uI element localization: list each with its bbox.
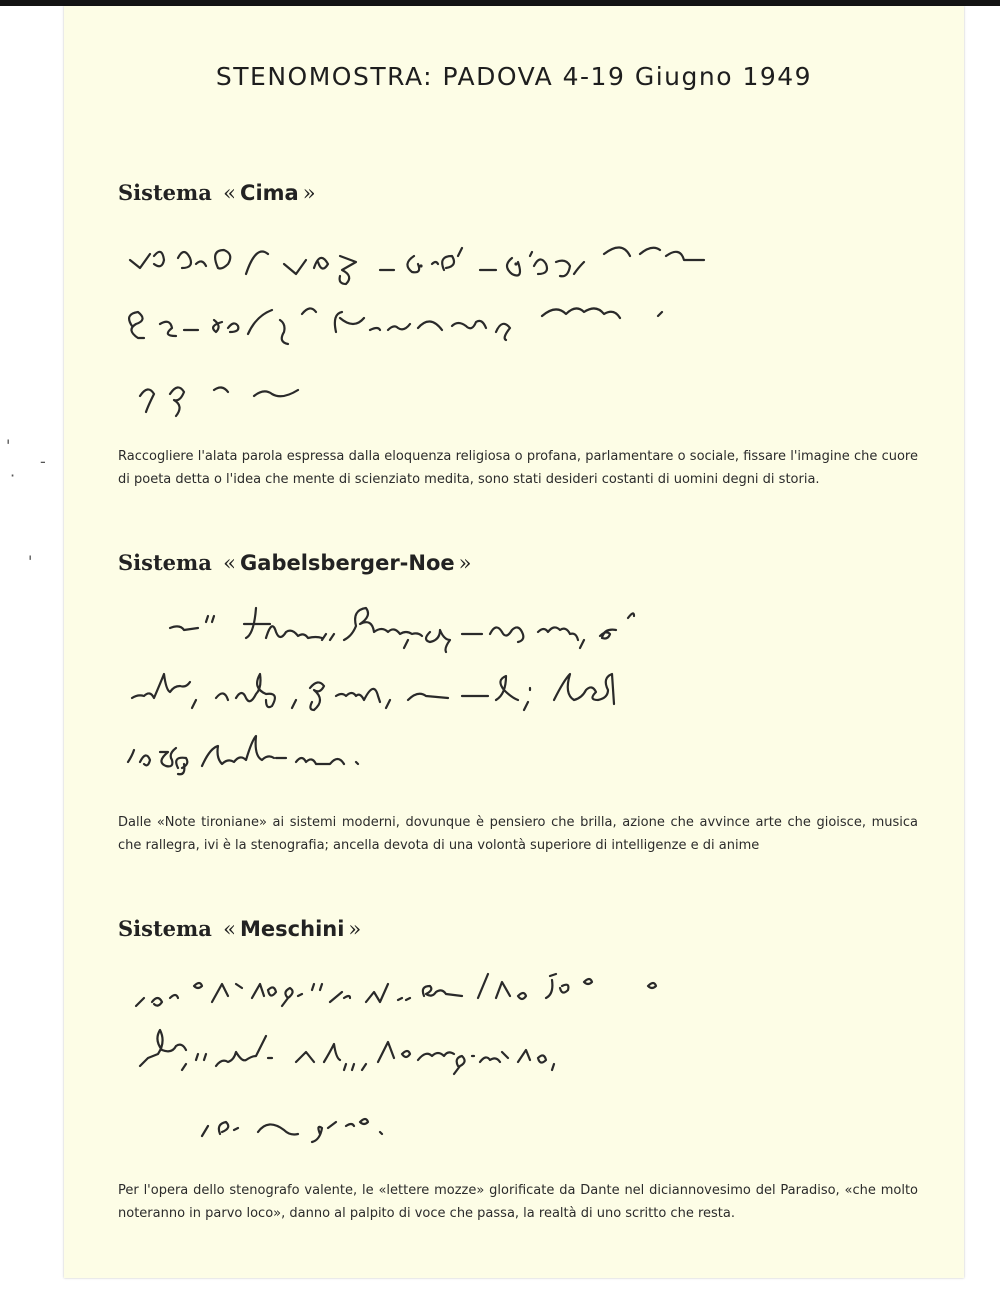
open-quote: « <box>223 551 237 575</box>
shorthand-strokes <box>118 962 918 1162</box>
close-quote: » <box>348 917 362 941</box>
section-heading-meschini <box>118 916 365 941</box>
close-quote: » <box>302 181 316 205</box>
caption-meschini: Per l'opera dello stenografo valente, le «lettere mozze» glorificate da Dante nel diciannovesimo del Paradiso, «che molto noteranno in parvo loco», danno al palpito di voce che passa, la realtà di uno scritto che resta. <box>118 1183 918 1221</box>
document-sheet <box>64 6 964 1278</box>
section-prefix: Sistema <box>118 550 212 575</box>
section-prefix: Sistema <box>118 916 212 941</box>
section-prefix: Sistema <box>118 180 212 205</box>
margin-ink-mark: ' <box>6 436 11 455</box>
shorthand-sample-gabelsberger-noe <box>118 602 918 802</box>
open-quote: « <box>223 181 237 205</box>
system-name: Cima <box>240 181 299 205</box>
shorthand-sample-cima <box>118 234 918 434</box>
close-quote: » <box>458 551 472 575</box>
caption-gabelsberger-noe: Dalle «Note tironiane» ai sistemi moderni, dovunque è pensiero che brilla, azione che avvince arte che gioisce, musica che rallegra, ivi è la stenografia; ancella devota di una volontà superiore di intelligenze e di anime <box>118 815 918 853</box>
shorthand-strokes <box>118 234 918 434</box>
section-heading-cima <box>118 180 320 205</box>
system-name: Meschini <box>240 917 345 941</box>
shorthand-strokes <box>118 602 918 802</box>
system-name: Gabelsberger-Noe <box>240 551 455 575</box>
page-title: STENOMOSTRA: PADOVA 4-19 Giugno 1949 <box>215 62 813 91</box>
open-quote: « <box>223 917 237 941</box>
section-heading-gabelsberger-noe <box>118 550 476 575</box>
caption-cima: Raccogliere l'alata parola espressa dalla eloquenza religiosa o profana, parlamentare o sociale, fissare l'imagine che cuore di poeta detta o l'idea che mente di scienziato medita, sono stati desideri costanti di uomini degni di storia. <box>118 449 918 487</box>
margin-ink-mark: · <box>10 466 16 485</box>
margin-ink-mark: ' <box>28 552 33 571</box>
shorthand-sample-meschini <box>118 962 918 1162</box>
margin-ink-mark: - <box>40 452 46 471</box>
